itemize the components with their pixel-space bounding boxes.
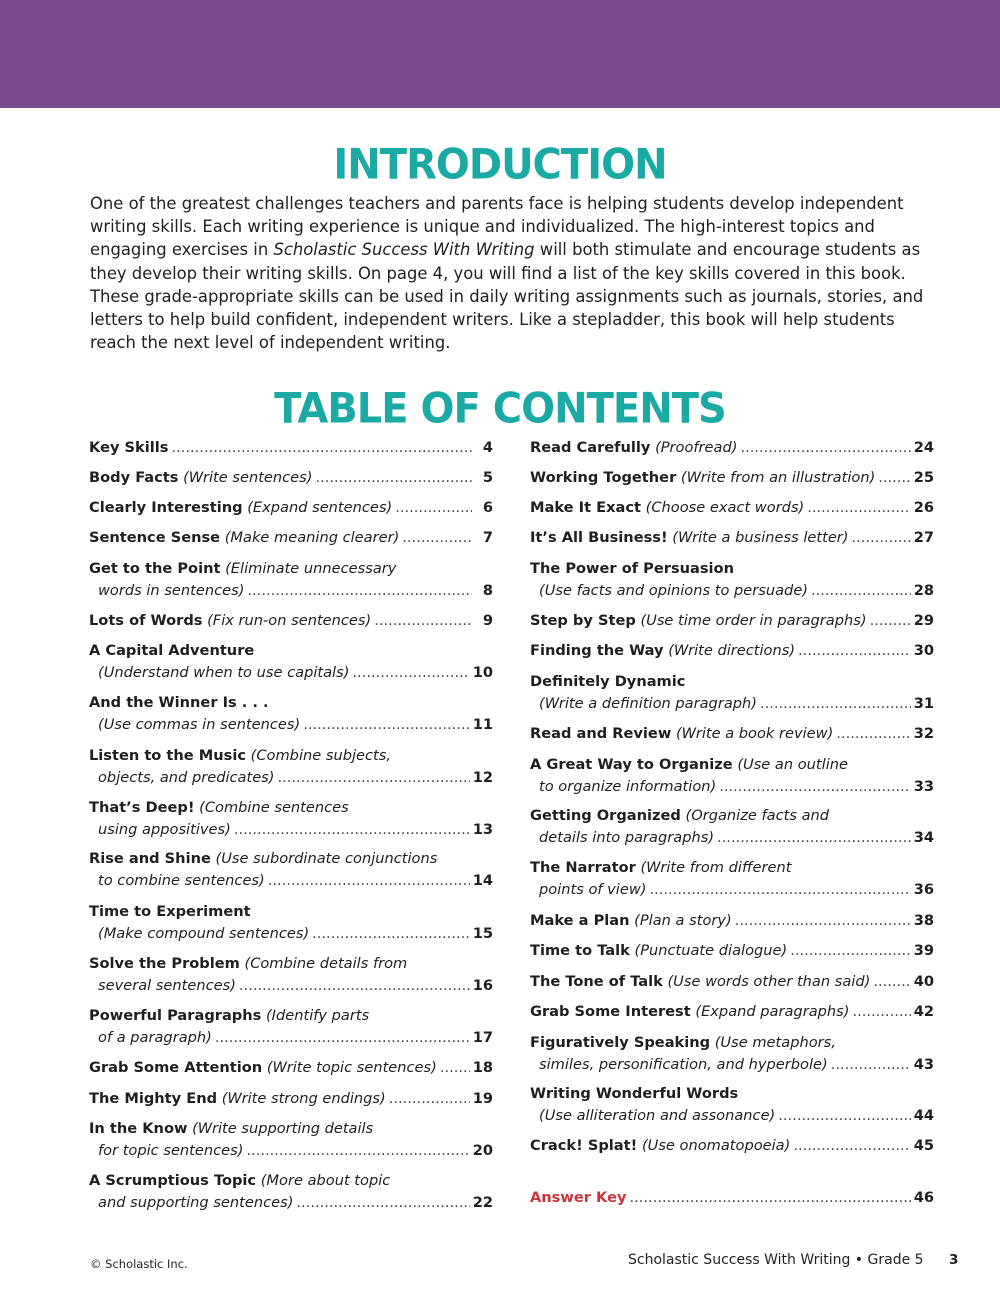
toc-entry-line — [530, 467, 934, 489]
toc-leader-dots — [649, 879, 910, 901]
toc-entry — [89, 467, 493, 489]
toc-entry — [530, 857, 934, 901]
toc-leader-dots — [811, 580, 911, 602]
toc-leader-dots — [315, 467, 472, 489]
toc-entry-page: 29 — [913, 612, 934, 629]
toc-entry-line — [89, 527, 493, 549]
toc-leader-dots — [268, 870, 470, 892]
toc-entry-title: Read and Review — [530, 725, 672, 742]
toc-leader-dots — [630, 1187, 911, 1209]
toc-leader-dots — [740, 437, 910, 459]
intro-text-part-2: will both stimulate and encourage students as they develop their writing skills. On page 4, you will find a list of the key skills covered in this book. These grade-appropriate skills can be used in daily writing assignments such as journals, stories, and letters to help build confident, independent writers. Like a stepladder, this book will help students reach the next level of independent writing. — [90, 240, 924, 353]
toc-entry-title: Time to Talk — [530, 942, 630, 959]
toc-entry — [89, 1088, 493, 1110]
toc-entry — [89, 848, 493, 892]
toc-entry — [89, 1005, 493, 1049]
toc-entry-page: 13 — [472, 821, 493, 838]
toc-entry-line — [89, 745, 493, 767]
toc-entry-description: (Write directions) — [668, 642, 796, 659]
toc-entry-line — [89, 901, 493, 923]
toc-entry-page: 20 — [472, 1142, 493, 1159]
toc-entry-line — [530, 971, 934, 993]
toc-entry-title: Make It Exact — [530, 499, 642, 516]
toc-entry-page: 4 — [482, 439, 493, 456]
toc-entry-title: In the Know — [89, 1120, 188, 1137]
toc-entry-line — [89, 923, 493, 945]
toc-entry — [89, 692, 493, 736]
toc-entry-title: The Power of Persuasion — [530, 560, 734, 577]
toc-entry-title: Working Together — [530, 469, 677, 486]
toc-leader-dots — [852, 527, 911, 549]
toc-entry-description-continued: and supporting sentences) — [98, 1194, 294, 1211]
toc-entry-title: It’s All Business! — [530, 529, 668, 546]
toc-entry-line — [530, 610, 934, 632]
toc-entry-line — [530, 1054, 934, 1076]
toc-leader-dots — [440, 1057, 470, 1079]
toc-entry — [530, 610, 934, 632]
toc-entry — [89, 1170, 493, 1214]
toc-entry-line — [530, 776, 934, 798]
toc-entry-title: Read Carefully — [530, 439, 651, 456]
copyright-notice: © Scholastic Inc. — [90, 1257, 188, 1271]
toc-entry-description: (Use onomatopoeia) — [641, 1137, 791, 1154]
toc-entry-description-continued: several sentences) — [98, 977, 236, 994]
toc-entry-description-continued: to organize information) — [539, 778, 717, 795]
toc-leader-dots — [312, 923, 470, 945]
toc-entry-description: (Write strong endings) — [221, 1090, 386, 1107]
toc-entry-description-continued: (Use facts and opinions to persuade) — [539, 582, 808, 599]
toc-entry — [530, 1083, 934, 1127]
toc-entry-description: (Expand sentences) — [247, 499, 393, 516]
toc-entry-title: That’s Deep! — [89, 799, 195, 816]
toc-leader-dots — [836, 723, 910, 745]
book-title: Scholastic Success With Writing — [273, 240, 535, 260]
toc-entry-title: Clearly Interesting — [89, 499, 243, 516]
toc-entry — [530, 467, 934, 489]
toc-entry-line — [530, 910, 934, 932]
toc-entry-page: 24 — [913, 439, 934, 456]
toc-entry-page: 18 — [472, 1059, 493, 1076]
toc-entry — [530, 971, 934, 993]
toc-leader-dots — [831, 1054, 911, 1076]
toc-entry-description: (Write from an illustration) — [680, 469, 876, 486]
toc-entry-title: Solve the Problem — [89, 955, 240, 972]
toc-entry — [530, 754, 934, 798]
toc-leader-dots — [778, 1105, 910, 1127]
toc-entry-page: 17 — [472, 1029, 493, 1046]
toc-entry-line — [89, 1088, 493, 1110]
toc-entry-line — [530, 1032, 934, 1054]
toc-entry-page: 14 — [472, 872, 493, 889]
toc-entry-page: 8 — [482, 582, 493, 599]
toc-leader-dots — [735, 910, 911, 932]
toc-entry — [89, 797, 493, 841]
toc-entry-description-continued: points of view) — [539, 881, 647, 898]
toc-leader-dots — [171, 437, 472, 459]
toc-entry-page: 46 — [913, 1189, 934, 1206]
toc-entry-description-continued: (Write a definition paragraph) — [539, 695, 757, 712]
toc-leader-dots — [402, 527, 472, 549]
toc-entry-line — [89, 1005, 493, 1027]
toc-entry-page: 16 — [472, 977, 493, 994]
toc-entry — [530, 940, 934, 962]
toc-entry-title: Getting Organized — [530, 807, 681, 824]
toc-entry-page: 5 — [482, 469, 493, 486]
toc-entry-description: (Use time order in paragraphs) — [640, 612, 867, 629]
toc-entry-line — [530, 1187, 934, 1209]
toc-entry-page: 34 — [913, 829, 934, 846]
toc-leader-dots — [239, 975, 470, 997]
toc-entry-line — [89, 610, 493, 632]
toc-entry-line — [89, 558, 493, 580]
toc-entry — [530, 805, 934, 849]
toc-entry-line — [89, 975, 493, 997]
toc-entry — [89, 1118, 493, 1162]
toc-entry-page: 31 — [913, 695, 934, 712]
toc-entry-line — [530, 805, 934, 827]
toc-entry-line — [89, 1170, 493, 1192]
toc-entry — [530, 640, 934, 662]
toc-entry-description: (Fix run-on sentences) — [207, 612, 372, 629]
toc-entry-line — [89, 662, 493, 684]
toc-entry-description: (Choose exact words) — [645, 499, 805, 516]
toc-entry-title: Grab Some Attention — [89, 1059, 263, 1076]
toc-entry-line — [89, 953, 493, 975]
toc-entry-title: A Scrumptious Topic — [89, 1172, 257, 1189]
toc-entry — [530, 723, 934, 745]
toc-entry-line — [89, 1118, 493, 1140]
intro-text-part-1: One of the greatest challenges teachers and parents face is helping students develop independent writing skills. Each writing experience is unique and individualized. The high-interest topics and engaging exercises in — [90, 194, 904, 260]
toc-entry — [89, 745, 493, 789]
toc-leader-dots — [246, 1140, 469, 1162]
toc-entry-title: The Tone of Talk — [530, 973, 663, 990]
toc-entry-line — [89, 767, 493, 789]
toc-entry — [89, 640, 493, 684]
toc-entry-title: Listen to the Music — [89, 747, 247, 764]
toc-entry-title: The Mighty End — [89, 1090, 218, 1107]
toc-entry-line — [530, 879, 934, 901]
toc-entry-page: 19 — [472, 1090, 493, 1107]
toc-entry-title: Make a Plan — [530, 912, 630, 929]
toc-entry — [530, 1135, 934, 1157]
toc-entry — [89, 497, 493, 519]
toc-entry-description: (Use metaphors, — [714, 1034, 836, 1051]
toc-entry-title: Definitely Dynamic — [530, 673, 686, 690]
toc-entry-description-continued: similes, personification, and hyperbole) — [539, 1056, 828, 1073]
table-of-contents-heading: TABLE OF CONTENTS — [274, 384, 726, 434]
toc-entry-line — [530, 723, 934, 745]
toc-entry — [89, 901, 493, 945]
toc-entry — [89, 953, 493, 997]
toc-entry-line — [89, 1027, 493, 1049]
toc-entry — [530, 1001, 934, 1023]
toc-entry-line — [89, 437, 493, 459]
toc-entry-line — [89, 1057, 493, 1079]
toc-entry-page: 9 — [482, 612, 493, 629]
toc-entry-page: 30 — [913, 642, 934, 659]
toc-entry-page: 7 — [482, 529, 493, 546]
toc-entry-description-continued: words in sentences) — [98, 582, 245, 599]
toc-leader-dots — [303, 714, 469, 736]
toc-entry-page: 33 — [913, 778, 934, 795]
toc-entry-page: 10 — [472, 664, 493, 681]
toc-entry-line — [530, 671, 934, 693]
toc-entry-description: (Write a business letter) — [672, 529, 849, 546]
toc-entry-line — [530, 437, 934, 459]
toc-entry-description: (Punctuate dialogue) — [634, 942, 788, 959]
toc-entry-line — [530, 693, 934, 715]
toc-entry-line — [530, 857, 934, 879]
toc-entry-line — [89, 1192, 493, 1214]
toc-entry-line — [530, 527, 934, 549]
toc-entry-description: (Plan a story) — [634, 912, 732, 929]
toc-entry-line — [530, 940, 934, 962]
toc-entry-page: 27 — [913, 529, 934, 546]
toc-leader-dots — [234, 819, 470, 841]
toc-leader-dots — [873, 971, 910, 993]
toc-entry-line — [530, 827, 934, 849]
toc-entry-page: 39 — [913, 942, 934, 959]
toc-entry — [89, 437, 493, 459]
toc-entry-description: (More about topic — [260, 1172, 391, 1189]
toc-leader-dots — [374, 610, 472, 632]
page-number: 3 — [949, 1252, 959, 1268]
toc-entry-line — [530, 1105, 934, 1127]
toc-entry-page: 36 — [913, 881, 934, 898]
toc-leader-dots — [878, 467, 910, 489]
header-band — [0, 0, 1000, 108]
toc-entry-title: Rise and Shine — [89, 850, 211, 867]
toc-entry-line — [89, 640, 493, 662]
toc-entry-title: Key Skills — [89, 439, 169, 456]
toc-leader-dots — [215, 1027, 470, 1049]
toc-leader-dots — [296, 1192, 469, 1214]
toc-entry-page: 25 — [913, 469, 934, 486]
toc-entry-line — [530, 497, 934, 519]
toc-entry-line — [530, 1001, 934, 1023]
toc-entry-title: Sentence Sense — [89, 529, 221, 546]
toc-entry-line — [89, 692, 493, 714]
toc-entry-page: 44 — [913, 1107, 934, 1124]
toc-entry-title: Figuratively Speaking — [530, 1034, 711, 1051]
toc-leader-dots — [352, 662, 469, 684]
toc-entry-page: 38 — [913, 912, 934, 929]
toc-leader-dots — [760, 693, 911, 715]
toc-entry-line — [89, 467, 493, 489]
toc-leader-dots — [277, 767, 469, 789]
toc-entry-description: (Expand paragraphs) — [695, 1003, 850, 1020]
toc-entry-title: A Great Way to Organize — [530, 756, 733, 773]
toc-leader-dots — [389, 1088, 470, 1110]
toc-entry-description-continued: (Make compound sentences) — [98, 925, 310, 942]
toc-entry-description: (Combine sentences — [199, 799, 349, 816]
toc-entry-page: 15 — [472, 925, 493, 942]
toc-entry-title: Get to the Point — [89, 560, 221, 577]
toc-entry-title: And the Winner Is . . . — [89, 694, 269, 711]
toc-entry-line — [89, 797, 493, 819]
toc-entry-line — [530, 640, 934, 662]
toc-entry-page: 28 — [913, 582, 934, 599]
toc-entry-line — [89, 497, 493, 519]
toc-entry-page: 32 — [913, 725, 934, 742]
toc-entry-page: 43 — [913, 1056, 934, 1073]
toc-entry-line — [89, 870, 493, 892]
toc-entry-title: Step by Step — [530, 612, 636, 629]
toc-entry — [530, 558, 934, 602]
toc-entry-line — [89, 580, 493, 602]
toc-entry-description: (Write from different — [640, 859, 792, 876]
toc-entry-title: A Capital Adventure — [89, 642, 255, 659]
toc-leader-dots — [807, 497, 910, 519]
toc-leader-dots — [717, 827, 911, 849]
toc-entry-description: (Organize facts and — [685, 807, 830, 824]
toc-entry-description: (Use subordinate conjunctions — [215, 850, 438, 867]
toc-entry-page: 40 — [913, 973, 934, 990]
introduction-paragraph — [90, 192, 930, 354]
toc-entry-description: (Combine details from — [244, 955, 408, 972]
toc-leader-dots — [247, 580, 472, 602]
toc-entry-description-continued: objects, and predicates) — [98, 769, 275, 786]
toc-leader-dots — [719, 776, 911, 798]
toc-entry — [530, 1032, 934, 1076]
toc-leader-dots — [852, 1001, 910, 1023]
toc-entry-answer-key — [530, 1187, 934, 1209]
toc-entry-title: Powerful Paragraphs — [89, 1007, 262, 1024]
toc-entry-page: 12 — [472, 769, 493, 786]
toc-entry-line — [89, 848, 493, 870]
toc-entry-title: Finding the Way — [530, 642, 664, 659]
toc-entry-description: (Write sentences) — [183, 469, 313, 486]
toc-leader-dots — [395, 497, 472, 519]
toc-entry — [530, 910, 934, 932]
toc-entry-title: Time to Experiment — [89, 903, 251, 920]
toc-entry-description-continued: details into paragraphs) — [539, 829, 715, 846]
toc-entry — [89, 610, 493, 632]
toc-entry — [89, 527, 493, 549]
toc-entry-line — [530, 580, 934, 602]
toc-entry-line — [530, 558, 934, 580]
toc-entry-line — [530, 1083, 934, 1105]
toc-entry-description: (Use an outline — [737, 756, 848, 773]
toc-entry-description: (Combine subjects, — [250, 747, 392, 764]
toc-entry-description: (Use words other than said) — [667, 973, 871, 990]
toc-entry-line — [530, 1135, 934, 1157]
toc-entry-page: 22 — [472, 1194, 493, 1211]
series-title: Scholastic Success With Writing • Grade 5 — [628, 1252, 924, 1268]
toc-entry-description-continued: for topic sentences) — [98, 1142, 244, 1159]
introduction-heading: INTRODUCTION — [333, 140, 667, 190]
toc-entry-title: The Narrator — [530, 859, 636, 876]
toc-entry-line — [89, 714, 493, 736]
toc-leader-dots — [870, 610, 911, 632]
toc-entry-description: (Write a book review) — [675, 725, 834, 742]
toc-entry-line — [89, 819, 493, 841]
toc-leader-dots — [793, 1135, 910, 1157]
toc-entry-description-continued: using appositives) — [98, 821, 231, 838]
toc-entry-page: 6 — [482, 499, 493, 516]
toc-entry-title: Body Facts — [89, 469, 179, 486]
toc-leader-dots — [790, 940, 910, 962]
toc-entry-description-continued: of a paragraph) — [98, 1029, 212, 1046]
toc-entry-description: (Write topic sentences) — [266, 1059, 437, 1076]
toc-entry — [530, 497, 934, 519]
toc-entry-description: (Make meaning clearer) — [224, 529, 400, 546]
toc-entry — [530, 527, 934, 549]
toc-entry — [89, 1057, 493, 1079]
toc-entry-title: Crack! Splat! — [530, 1137, 638, 1154]
toc-entry-page: 45 — [913, 1137, 934, 1154]
toc-entry-line — [89, 1140, 493, 1162]
toc-entry — [89, 558, 493, 602]
toc-entry-description: (Write supporting details — [192, 1120, 374, 1137]
toc-entry-description: (Identify parts — [265, 1007, 370, 1024]
toc-entry-title: Lots of Words — [89, 612, 203, 629]
toc-entry-page: 42 — [913, 1003, 934, 1020]
toc-entry-title: Grab Some Interest — [530, 1003, 691, 1020]
toc-entry-title: Writing Wonderful Words — [530, 1085, 739, 1102]
toc-entry — [530, 437, 934, 459]
toc-entry-line — [530, 754, 934, 776]
toc-entry — [530, 671, 934, 715]
toc-entry-description-continued: (Use commas in sentences) — [98, 716, 301, 733]
toc-entry-title: Answer Key — [530, 1189, 627, 1206]
toc-leader-dots — [798, 640, 911, 662]
toc-entry-page: 11 — [472, 716, 493, 733]
toc-entry-description-continued: to combine sentences) — [98, 872, 265, 889]
toc-entry-description: (Proofread) — [655, 439, 738, 456]
toc-entry-description: (Eliminate unnecessary — [225, 560, 397, 577]
toc-entry-page: 26 — [913, 499, 934, 516]
toc-entry-description-continued: (Understand when to use capitals) — [98, 664, 350, 681]
toc-entry-description-continued: (Use alliteration and assonance) — [539, 1107, 776, 1124]
